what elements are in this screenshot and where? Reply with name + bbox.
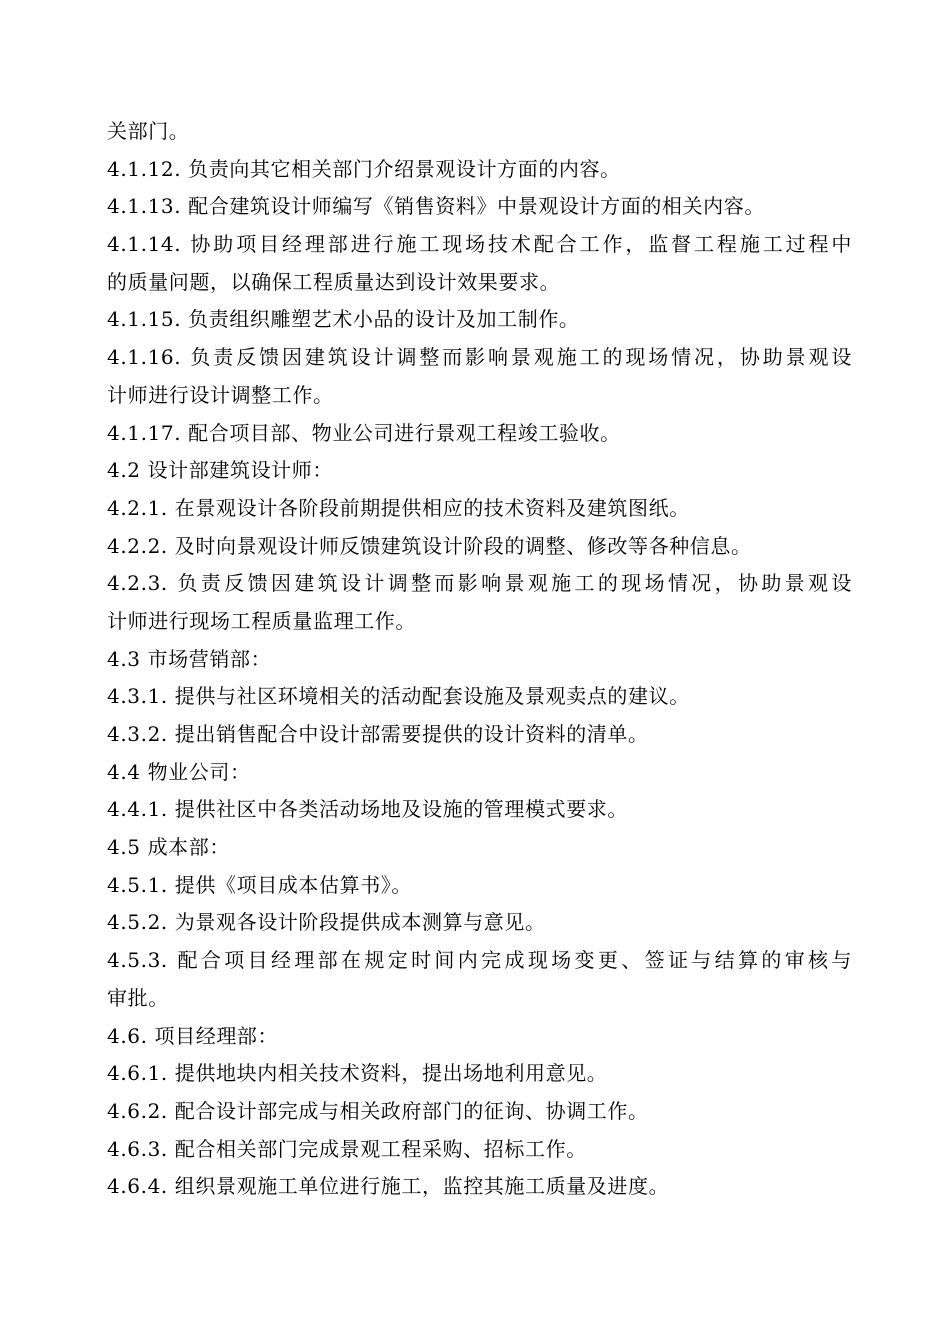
text-line: 4.6.3. 配合相关部门完成景观工程采购、招标工作。 [107, 1136, 587, 1161]
text-line: 的质量问题，以确保工程质量达到设计效果要求。 [107, 269, 561, 294]
section-heading: 4.5 成本部： [107, 835, 230, 860]
text-line: 4.6.2. 配合设计部完成与相关政府部门的征询、协调工作。 [107, 1098, 649, 1123]
section-heading: 4.4 物业公司： [107, 759, 251, 784]
text-line: 4.4.1. 提供社区中各类活动场地及设施的管理模式要求。 [107, 797, 629, 822]
text-line: 4.1.17. 配合项目部、物业公司进行景观工程竣工验收。 [107, 420, 621, 445]
section-heading: 4.6. 项目经理部： [107, 1023, 279, 1048]
text-line: 4.2.2. 及时向景观设计师反馈建筑设计阶段的调整、修改等各种信息。 [107, 533, 752, 558]
text-line: 4.1.15. 负责组织雕塑艺术小品的设计及加工制作。 [107, 307, 580, 332]
text-line: 4.3.1. 提供与社区环境相关的活动配套设施及景观卖点的建议。 [107, 684, 690, 709]
text-line: 4.1.14. 协助项目经理部进行施工现场技术配合工作，监督工程施工过程中 [107, 232, 852, 257]
document-body [107, 113, 852, 1206]
text-line: 4.5.3. 配合项目经理部在规定时间内完成现场变更、签证与结算的审核与 [107, 948, 852, 973]
text-line: 审批。 [107, 985, 169, 1010]
section-heading: 4.3 市场营销部： [107, 646, 272, 671]
text-line: 计师进行现场工程质量监理工作。 [107, 608, 416, 633]
text-line: 4.5.2. 为景观各设计阶段提供成本测算与意见。 [107, 910, 546, 935]
text-line: 4.2.3. 负责反馈因建筑设计调整而影响景观施工的现场情况，协助景观设 [107, 571, 852, 596]
text-line: 4.3.2. 提出销售配合中设计部需要提供的设计资料的清单。 [107, 722, 649, 746]
text-line: 4.5.1. 提供《项目成本估算书》。 [107, 872, 413, 897]
text-line: 4.6.1. 提供地块内相关技术资料，提出场地利用意见。 [107, 1061, 608, 1086]
text-line: 4.2.1. 在景观设计各阶段前期提供相应的技术资料及建筑图纸。 [107, 495, 690, 520]
text-line: 4.1.13. 配合建筑设计师编写《销售资料》中景观设计方面的相关内容。 [107, 194, 765, 219]
text-line: 计师进行设计调整工作。 [107, 382, 334, 407]
section-heading: 4.2 设计部建筑设计师： [107, 458, 333, 483]
text-line: 关部门。 [107, 119, 190, 143]
text-line: 4.1.12. 负责向其它相关部门介绍景观设计方面的内容。 [107, 156, 621, 181]
text-line: 4.6.4. 组织景观施工单位进行施工，监控其施工质量及进度。 [107, 1174, 670, 1199]
text-line: 4.1.16. 负责反馈因建筑设计调整而影响景观施工的现场情况，协助景观设 [107, 345, 852, 370]
